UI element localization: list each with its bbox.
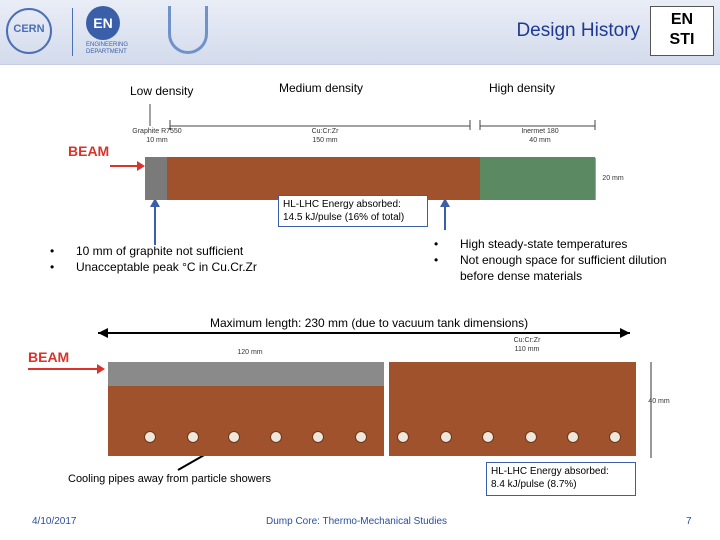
cooling-pipe-hole	[567, 431, 579, 443]
en-logo: EN	[86, 6, 120, 40]
cooling-pipe-hole	[144, 431, 156, 443]
bullets-left	[50, 243, 290, 275]
cooling-pipe-hole	[482, 431, 494, 443]
bar1-height: 20 mm	[602, 175, 624, 182]
bullets-right	[434, 236, 694, 284]
cooling-pipe-hole	[312, 431, 324, 443]
energy-box-1	[278, 195, 428, 227]
inermet-segment	[480, 157, 595, 200]
ensti-logo-top: EN	[670, 11, 694, 28]
en-department-text: ENGINEERING DEPARTMENT	[86, 42, 129, 55]
seg2-length: 150 mm	[312, 137, 338, 144]
max-length-label: Maximum length: 230 mm (due to vacuum tank dimensions)	[210, 316, 529, 330]
seg2-material: Cu:Cr:Zr	[311, 128, 339, 135]
graphite-segment	[145, 157, 167, 200]
bullet-left-2: • Unacceptable peak °C in Cu.Cr.Zr	[50, 259, 290, 275]
cooling-pipe-hole	[609, 431, 621, 443]
cooling-pipe-hole	[397, 431, 409, 443]
low-density-label: Low density	[130, 84, 194, 98]
energy-box-2-line2: 8.4 kJ/pulse (8.7%)	[491, 479, 577, 490]
right-block-material: Cu:Cr:Zr	[513, 337, 541, 344]
left-block-graphite-layer	[108, 362, 384, 386]
cooling-pipe-hole	[525, 431, 537, 443]
block-height: 40 mm	[648, 398, 670, 405]
energy-box-1-line1: HL-LHC Energy absorbed:	[283, 199, 401, 210]
beam-arrow-2	[28, 368, 98, 370]
beam-arrow-1	[110, 165, 138, 167]
seg1-material: Graphite R7550	[132, 128, 182, 135]
cooling-pipe-hole	[228, 431, 240, 443]
seg1-length: 10 mm	[146, 137, 168, 144]
right-block	[389, 362, 636, 456]
cern-logo-text: CERN	[13, 23, 45, 35]
ensti-logo-bottom: STI	[669, 31, 695, 48]
cooling-pipe-hole	[440, 431, 452, 443]
high-density-label: High density	[489, 81, 556, 95]
copper-segment	[167, 157, 480, 200]
seg3-material: Inermet 180	[521, 128, 559, 135]
footer-title: Dump Core: Thermo-Mechanical Studies	[266, 516, 448, 527]
footer-date: 4/10/2017	[32, 516, 77, 527]
slide-title: Design History	[516, 20, 640, 41]
bullet-right-2: • Not enough space for sufficient dilution before dense materials	[434, 252, 694, 284]
beam-arrowhead-1	[137, 161, 145, 171]
cooling-pipes-label: Cooling pipes away from particle showers	[68, 473, 271, 485]
energy-box-2	[486, 462, 636, 496]
beam-label-1: BEAM	[68, 143, 110, 159]
bullet-left-1: • 10 mm of graphite not sufficient	[50, 243, 290, 259]
energy-box-1-line2: 14.5 kJ/pulse (16% of total)	[283, 212, 405, 223]
cooling-pipe-hole	[355, 431, 367, 443]
slide-number: 7	[686, 516, 692, 527]
seg3-length: 40 mm	[529, 137, 551, 144]
energy-box-2-line1: HL-LHC Energy absorbed:	[491, 466, 609, 477]
beam-label-2: BEAM	[28, 349, 70, 365]
cooling-pipe-hole	[187, 431, 199, 443]
beam-arrowhead-2	[97, 364, 105, 374]
right-block-length: 110 mm	[514, 346, 540, 353]
cooling-pipe-hole	[270, 431, 282, 443]
bullet-right-1: • High steady-state temperatures	[434, 236, 694, 252]
medium-density-label: Medium density	[279, 81, 364, 95]
left-block-length: 120 mm	[237, 349, 263, 356]
